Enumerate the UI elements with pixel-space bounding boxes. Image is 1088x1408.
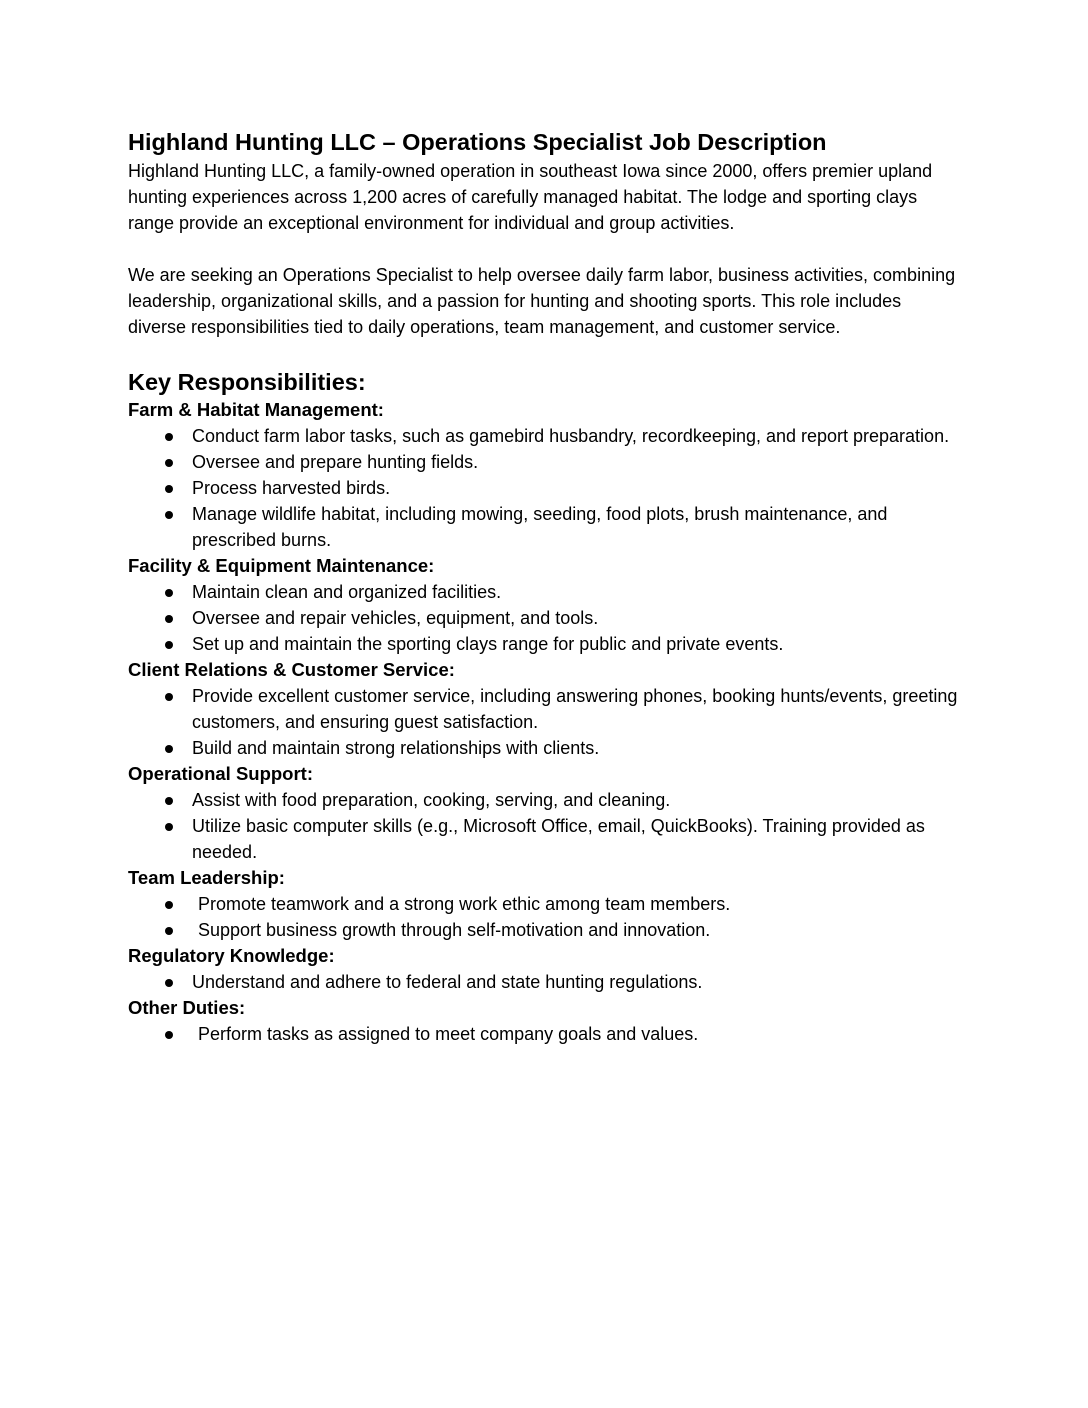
- list-item: [128, 683, 958, 735]
- intro-paragraph: Highland Hunting LLC, a family-owned operation in southeast Iowa since 2000, offers premier upland hunting experiences across 1,200 acres of carefully managed habitat. The lodge and sporting clays range provide an exceptional environment for individual and group activities.: [128, 161, 933, 233]
- bullet-icon: [165, 823, 173, 831]
- list-item-text: Provide excellent customer service, including answering phones, booking hunts/events, greeting customers, and ensuring guest satisfaction.: [192, 686, 958, 732]
- list-item-text: Perform tasks as assigned to meet company goals and values.: [198, 1024, 699, 1044]
- list-item: [128, 1021, 958, 1047]
- bullet-icon: [165, 641, 173, 649]
- document-title: Highland Hunting LLC – Operations Specialist Job Description: [128, 129, 827, 155]
- list-item-text: Maintain clean and organized facilities.: [192, 582, 502, 602]
- bullet-icon: [165, 901, 173, 909]
- bullet-icon: [165, 615, 173, 623]
- list-item-text: Oversee and prepare hunting fields.: [192, 452, 479, 472]
- list-item: [128, 449, 958, 475]
- list-item: [128, 917, 958, 943]
- section-facility-equipment: [128, 553, 958, 657]
- bullet-icon: [165, 459, 173, 467]
- section-operational-support: [128, 761, 958, 865]
- list-item-text: Set up and maintain the sporting clays range for public and private events.: [192, 634, 784, 654]
- bullet-icon: [165, 927, 173, 935]
- list-item-text: Promote teamwork and a strong work ethic among team members.: [198, 894, 731, 914]
- bullet-icon: [165, 511, 173, 519]
- list-item: [128, 475, 958, 501]
- section-heading: Operational Support:: [128, 763, 313, 784]
- list-item-text: Support business growth through self-motivation and innovation.: [198, 920, 711, 940]
- bullet-icon: [165, 797, 173, 805]
- list-item-text: Utilize basic computer skills (e.g., Microsoft Office, email, QuickBooks). Training provided as needed.: [192, 816, 925, 862]
- list-item: [128, 579, 958, 605]
- bullet-icon: [165, 589, 173, 597]
- list-item: [128, 891, 958, 917]
- section-heading: Other Duties:: [128, 997, 246, 1018]
- list-item: [128, 423, 958, 449]
- list-item-text: Process harvested birds.: [192, 478, 391, 498]
- section-heading: Team Leadership:: [128, 867, 285, 888]
- bullet-icon: [165, 693, 173, 701]
- list-item-text: Assist with food preparation, cooking, serving, and cleaning.: [192, 790, 671, 810]
- list-item-text: Conduct farm labor tasks, such as gamebird husbandry, recordkeeping, and report preparation.: [192, 426, 950, 446]
- section-heading: Facility & Equipment Maintenance:: [128, 555, 435, 576]
- bullet-list: [128, 1021, 958, 1047]
- list-item-text: Manage wildlife habitat, including mowing, seeding, food plots, brush maintenance, and prescribed burns.: [192, 504, 888, 550]
- section-other-duties: [128, 995, 958, 1047]
- list-item-text: Understand and adhere to federal and state hunting regulations.: [192, 972, 703, 992]
- section-heading: Farm & Habitat Management:: [128, 399, 384, 420]
- list-item: [128, 735, 958, 761]
- list-item: [128, 787, 958, 813]
- list-item-text: Build and maintain strong relationships with clients.: [192, 738, 600, 758]
- seeking-paragraph: We are seeking an Operations Specialist to help oversee daily farm labor, business activities, combining leadership, organizational skills, and a passion for hunting and shooting sports. This role includes diverse responsibilities tied to daily operations, team management, and customer service.: [128, 265, 956, 337]
- section-heading: Client Relations & Customer Service:: [128, 659, 455, 680]
- section-regulatory-knowledge: [128, 943, 958, 995]
- list-item: [128, 813, 958, 865]
- section-heading: Regulatory Knowledge:: [128, 945, 335, 966]
- bullet-list: [128, 787, 958, 865]
- bullet-icon: [165, 433, 173, 441]
- section-client-relations: [128, 657, 958, 761]
- list-item-text: Oversee and repair vehicles, equipment, and tools.: [192, 608, 599, 628]
- list-item: [128, 631, 958, 657]
- bullet-list: [128, 891, 958, 943]
- bullet-list: [128, 423, 958, 553]
- bullet-list: [128, 683, 958, 761]
- list-item: [128, 605, 958, 631]
- document-page: [128, 127, 958, 1047]
- bullet-list: [128, 969, 958, 995]
- bullet-icon: [165, 745, 173, 753]
- bullet-icon: [165, 979, 173, 987]
- list-item: [128, 501, 958, 553]
- section-farm-habitat: [128, 397, 958, 553]
- key-responsibilities-heading: Key Responsibilities:: [128, 369, 366, 395]
- bullet-icon: [165, 485, 173, 493]
- list-item: [128, 969, 958, 995]
- section-team-leadership: [128, 865, 958, 943]
- bullet-list: [128, 579, 958, 657]
- bullet-icon: [165, 1031, 173, 1039]
